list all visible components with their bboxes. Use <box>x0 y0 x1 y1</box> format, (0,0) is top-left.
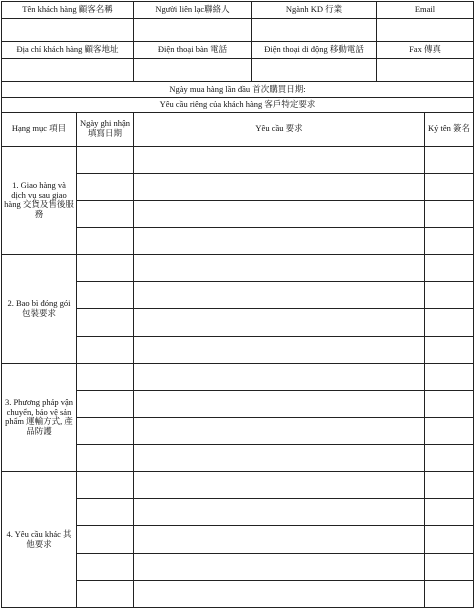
date-cell[interactable] <box>77 580 134 607</box>
requirement-cell[interactable] <box>134 553 425 580</box>
date-cell[interactable] <box>77 390 134 417</box>
column-header-signature: Ký tên 簽名 <box>425 112 474 146</box>
requirement-cell[interactable] <box>134 472 425 499</box>
column-header-requirement: Yêu cầu 要求 <box>134 112 425 146</box>
header-label-row-2 <box>2 42 474 59</box>
requirement-cell[interactable] <box>134 526 425 553</box>
date-cell[interactable] <box>77 200 134 227</box>
fax-field[interactable] <box>377 59 473 81</box>
signature-cell[interactable] <box>425 336 474 363</box>
date-cell[interactable] <box>77 363 134 390</box>
requirement-cell[interactable] <box>134 309 425 336</box>
date-cell[interactable] <box>77 228 134 255</box>
date-cell[interactable] <box>77 472 134 499</box>
signature-cell[interactable] <box>425 309 474 336</box>
email-label: Email <box>414 4 436 15</box>
signature-cell[interactable] <box>425 282 474 309</box>
header-value-row-2 <box>2 59 474 82</box>
contact-person-field[interactable] <box>134 19 252 41</box>
signature-cell[interactable] <box>425 499 474 526</box>
contact-person-label: Người liên lạc聯絡人 <box>134 2 252 18</box>
customer-address-field[interactable] <box>2 59 134 82</box>
category-label: 2. Bao bì đóng gói 包裝要求 <box>2 255 77 364</box>
customer-name-field[interactable] <box>2 19 134 42</box>
date-cell[interactable] <box>77 255 134 282</box>
industry-field[interactable] <box>252 19 377 41</box>
signature-cell[interactable] <box>425 390 474 417</box>
signature-cell[interactable] <box>425 146 474 173</box>
phone-field[interactable] <box>134 59 252 81</box>
first-purchase-label: Ngày mua hàng lần đầu 首次購買日期: <box>2 82 474 98</box>
signature-cell[interactable] <box>425 417 474 444</box>
fax-label: Fax 傳真 <box>409 44 441 55</box>
requirement-cell[interactable] <box>134 336 425 363</box>
requirement-cell[interactable] <box>134 200 425 227</box>
phone-label: Điện thoại bàn 電話 <box>134 42 252 58</box>
date-cell[interactable] <box>77 499 134 526</box>
date-cell[interactable] <box>77 553 134 580</box>
column-header-row <box>2 112 474 146</box>
signature-cell[interactable] <box>425 580 474 607</box>
requirement-cell[interactable] <box>134 173 425 200</box>
signature-cell[interactable] <box>425 445 474 472</box>
signature-cell[interactable] <box>425 553 474 580</box>
requirement-cell[interactable] <box>134 390 425 417</box>
requirement-cell[interactable] <box>134 363 425 390</box>
mobile-label: Điện thoại di động 移動電話 <box>252 42 377 58</box>
date-cell[interactable] <box>77 336 134 363</box>
date-cell[interactable] <box>77 417 134 444</box>
signature-cell[interactable] <box>425 363 474 390</box>
date-cell[interactable] <box>77 445 134 472</box>
signature-cell[interactable] <box>425 526 474 553</box>
mobile-field[interactable] <box>252 59 377 81</box>
customer-name-label: Tên khách hàng 顧客名稱 <box>2 2 134 19</box>
signature-cell[interactable] <box>425 472 474 499</box>
requirement-row <box>2 472 474 499</box>
header-value-row-1 <box>2 19 474 42</box>
date-cell[interactable] <box>77 526 134 553</box>
requirement-cell[interactable] <box>134 228 425 255</box>
date-cell[interactable] <box>77 146 134 173</box>
signature-cell[interactable] <box>425 200 474 227</box>
requirement-row <box>2 363 474 390</box>
requirement-cell[interactable] <box>134 580 425 607</box>
date-cell[interactable] <box>77 173 134 200</box>
category-label: 3. Phương pháp vận chuyển, bảo vệ sản phẩm 運輸方式, 產品防護 <box>2 363 77 472</box>
signature-cell[interactable] <box>425 228 474 255</box>
header-label-row-1 <box>2 2 474 19</box>
special-requirements-row <box>2 98 474 112</box>
column-header-item: Hạng mục 項目 <box>2 112 77 146</box>
requirement-row <box>2 146 474 173</box>
requirement-cell[interactable] <box>134 146 425 173</box>
date-cell[interactable] <box>77 309 134 336</box>
requirement-cell[interactable] <box>134 282 425 309</box>
customer-requirements-form <box>1 1 474 608</box>
email-field[interactable] <box>377 19 473 41</box>
signature-cell[interactable] <box>425 255 474 282</box>
special-requirements-title: Yêu cầu riêng của khách hàng 客戶特定要求 <box>2 98 474 112</box>
industry-label: Ngành KD 行業 <box>252 2 377 18</box>
requirement-cell[interactable] <box>134 255 425 282</box>
requirement-cell[interactable] <box>134 417 425 444</box>
signature-cell[interactable] <box>425 173 474 200</box>
requirement-cell[interactable] <box>134 445 425 472</box>
column-header-date: Ngày ghi nhận 填寫日期 <box>77 112 134 146</box>
requirement-cell[interactable] <box>134 499 425 526</box>
requirement-row <box>2 255 474 282</box>
date-cell[interactable] <box>77 282 134 309</box>
customer-address-label: Địa chỉ khách hàng 顧客地址 <box>2 42 134 59</box>
category-label: 1. Giao hàng và dịch vụ sau giao hàng 交貨及售後服務 <box>2 146 77 255</box>
first-purchase-row <box>2 82 474 98</box>
category-label: 4. Yêu cầu khác 其他要求 <box>2 472 77 608</box>
